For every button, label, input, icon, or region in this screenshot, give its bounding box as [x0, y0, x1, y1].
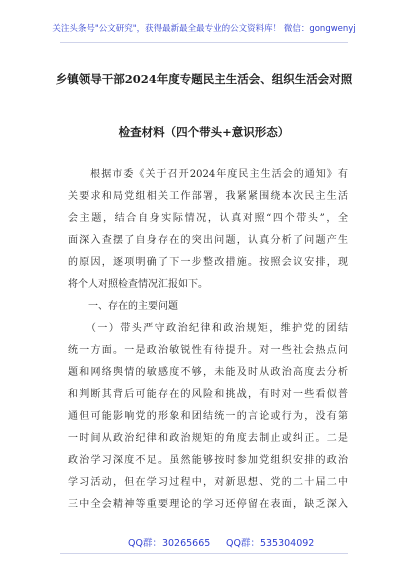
document-title-line-2: 检查材料（四个带头+意识形态）	[118, 125, 290, 139]
body-line: 会主题，结合自身实际情况，认真对照“四个带头”，全	[68, 213, 348, 224]
body-line: （一）带头严守政治纪律和政治规矩，维护党的团结	[68, 323, 348, 334]
document-body	[68, 164, 348, 516]
body-line: 通但可能影响党的形象和团结统一的言论或行为，没有第	[68, 411, 348, 422]
body-line: 将个人对照检查情况汇报如下。	[68, 279, 208, 290]
body-line: 关要求和局党组相关工作部署，我紧紧围绕本次民主生活	[68, 191, 348, 202]
body-line: 根据市委《关于召开2024年度民主生活会的通知》有	[68, 169, 348, 180]
body-line: 统一方面。一是政治敏锐性有待提升。对一些社会热点问	[68, 345, 348, 356]
body-line: 题和网络舆情的敏感度不够，未能及时从政治高度去分析	[68, 367, 348, 378]
footer-qq-group-2: QQ群：535304092	[226, 538, 315, 549]
section-heading: 一、存在的主要问题	[68, 301, 178, 312]
body-line: 和判断其背后可能存在的风险和挑战，有时对一些看似普	[68, 389, 348, 400]
body-line: 面深入查摆了自身存在的突出问题，认真分析了问题产生	[68, 235, 348, 246]
body-line: 三中全会精神等重要理论的学习还停留在表面，缺乏深入	[68, 499, 348, 510]
body-line: 一时间从政治纪律和政治规矩的角度去制止或纠正。二是	[68, 433, 348, 444]
header-divider	[60, 42, 348, 43]
footer-divider	[60, 553, 348, 554]
body-line: 政治学习深度不足。虽然能够按时参加党组织安排的政治	[68, 455, 348, 466]
body-line: 的原因，逐项明确了下一步整改措施。按照会议安排，现	[68, 257, 348, 268]
footer	[0, 535, 408, 549]
footer-qq-group-1: QQ群：30265665	[128, 538, 211, 549]
document-title-line-1: 乡镇领导干部2024年度专题民主生活会、组织生活会对照	[55, 72, 353, 86]
body-line: 学习活动，但在学习过程中，对新思想、党的二十届二中	[68, 477, 348, 488]
header-promo-note: 关注头条号"公文研究"，获得最新最全最专业的公文资料库！ 微信：gongwenyj	[52, 24, 356, 34]
